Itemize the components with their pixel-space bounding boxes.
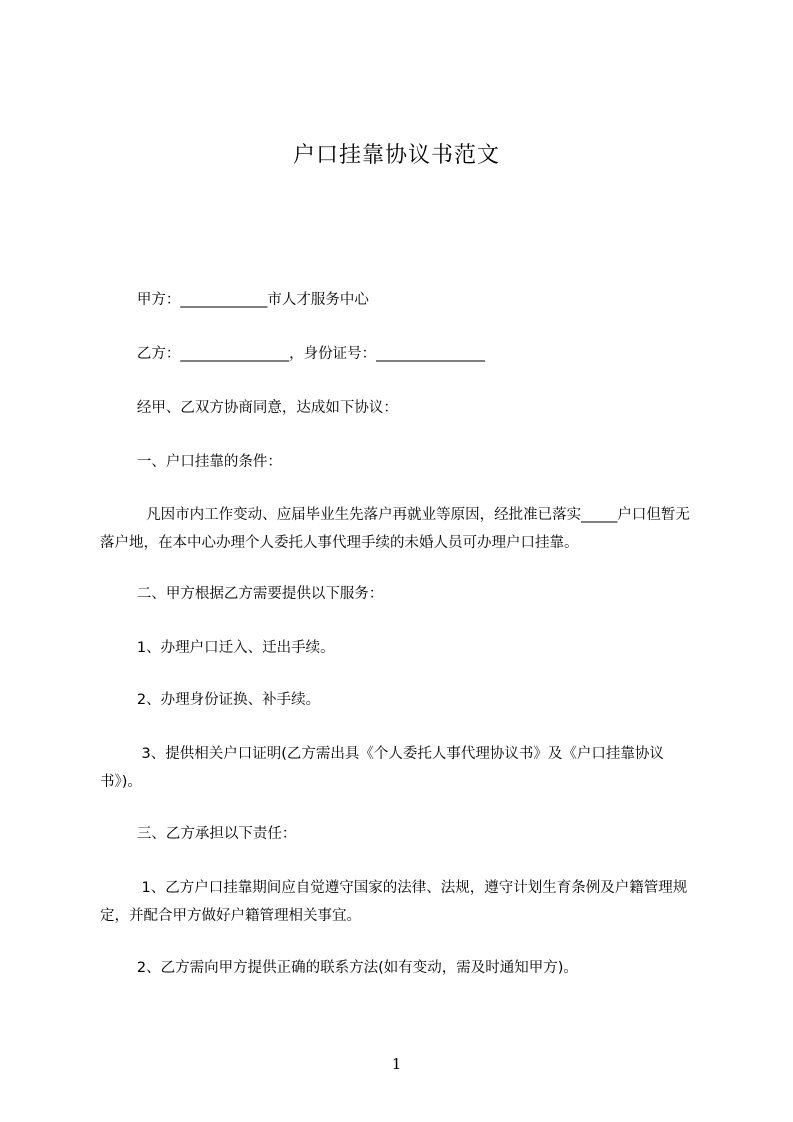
list-item-responsibility-1: 1、乙方户口挂靠期间应自觉遵守国家的法律、法规，遵守计划生育条例及户籍管理规定，并配合甲方做好户籍管理相关事宜。: [100, 880, 688, 924]
document-title: 户口挂靠协议书范文: [292, 143, 500, 168]
page-number: 1: [391, 1055, 402, 1073]
list-item-responsibility-2: 2、乙方需向甲方提供正确的联系方法(如有变动，需及时通知甲方)。: [100, 960, 578, 976]
section-heading-conditions: 一、户口挂靠的条件：: [100, 454, 282, 470]
list-item-service-3: 3、提供相关户口证明(乙方需出具《个人委托人事代理协议书》及《户口挂靠协议书》)。: [100, 746, 664, 790]
list-item-service-1: 1、办理户口迁入、迁出手续。: [100, 640, 335, 656]
list-item-service-2: 2、办理身份证换、补手续。: [100, 692, 321, 708]
paragraph-conditions: 凡因市内工作变动、应届毕业生先落户再就业等原因，经批准已落实_____户口但暂无落户地，在本中心办理个人委托人事代理手续的未婚人员可办理户口挂靠。: [100, 507, 690, 551]
paragraph-agreement-intro: 经甲、乙双方协商同意，达成如下协议：: [100, 400, 398, 416]
section-heading-services: 二、甲方根据乙方需要提供以下服务：: [100, 586, 384, 602]
paragraph-party-a: 甲方：____________市人才服务中心: [100, 292, 369, 308]
section-heading-responsibilities: 三、乙方承担以下责任：: [100, 826, 297, 842]
paragraph-party-b: 乙方：_______________，身份证号：_______________: [100, 346, 485, 362]
